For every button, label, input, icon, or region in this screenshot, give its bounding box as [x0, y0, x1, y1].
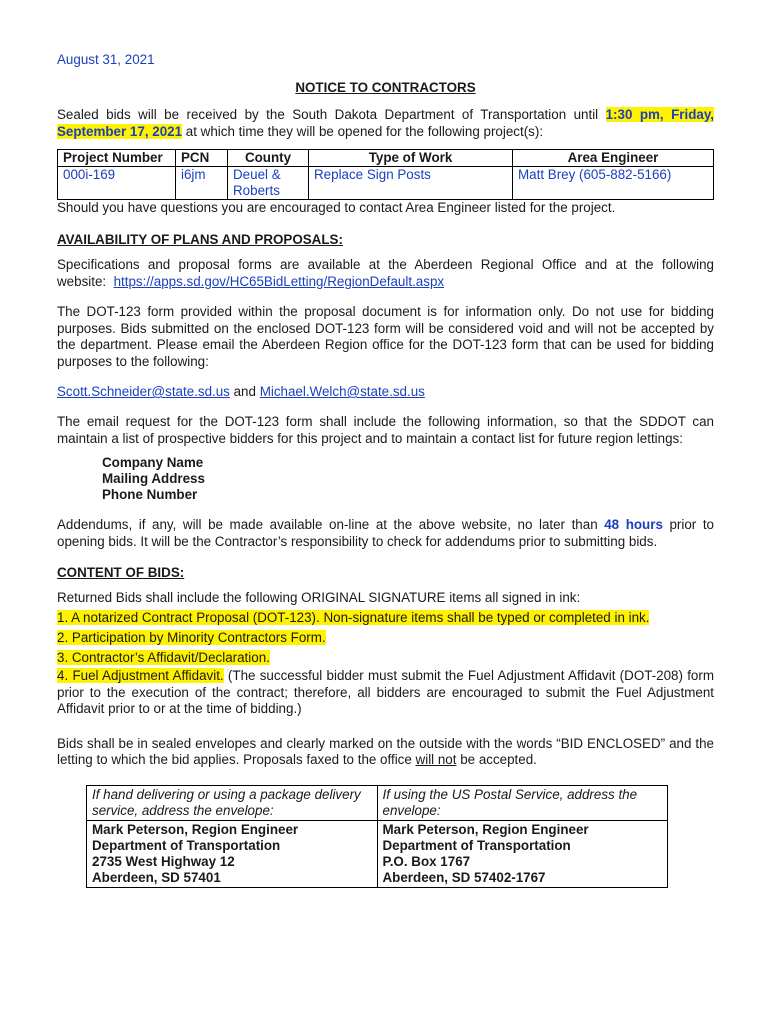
email-and: and [229, 384, 260, 399]
col-project-number: Project Number [58, 150, 176, 167]
hand-delivery-address [87, 820, 378, 887]
notice-document [57, 50, 714, 888]
address-line: Mark Peterson, Region Engineer [92, 821, 299, 837]
address-line: Department of Transportation [382, 837, 571, 853]
sealed-will-not: will not [415, 752, 457, 767]
required-info-list [102, 455, 714, 503]
address-line: Mark Peterson, Region Engineer [382, 821, 589, 837]
plans-heading: AVAILABILITY OF PLANS AND PROPOSALS: [57, 232, 343, 247]
dot123-paragraph: The DOT-123 form provided within the proposal document is for information only. Do not use for bidding purposes. Bids submitted on the enclosed DOT-123 form will be considered void and will not be accepted by the department. Please email the Aberdeen Region office for the DOT-123 form that can be used for bidding purposes to the following: [57, 304, 714, 369]
hand-delivery-note: If hand delivering or using a package delivery service, address the envelope: [87, 785, 378, 820]
bid-item-4-paragraph [57, 668, 714, 718]
addendums-text-2: prior to opening bids. It will be the Contractor’s responsibility to check for addendums prior to submitting bids. [57, 517, 715, 549]
list-item [57, 648, 714, 668]
sealed-text-1: Bids shall be in sealed envelopes and clearly marked on the outside with the words “BID ENCLOSED” and the letting to which the bid applies. Proposals faxed to the office [57, 735, 714, 767]
bid-item-1: 1. A notarized Contract Proposal (DOT-123). Non-signature items shall be typed or completed in ink. [57, 610, 650, 625]
col-pcn: PCN [176, 150, 228, 167]
content-intro: Returned Bids shall include the following ORIGINAL SIGNATURE items all signed in ink: [57, 590, 581, 605]
intro-text-2: at which time they will be opened for the following project(s): [182, 123, 544, 139]
plans-website-link[interactable]: https://apps.sd.gov/HC65BidLetting/RegionDefault.aspx [113, 273, 445, 289]
addendums-text-1: Addendums, if any, will be made available on-line at the above website, no later than [57, 517, 605, 532]
list-item [57, 628, 714, 648]
bid-item-3: 3. Contractor’s Affidavit/Declaration. [57, 650, 270, 665]
bid-deadline: 1:30 pm, Friday, September 17, 2021 [57, 107, 714, 139]
address-line: Aberdeen, SD 57402-1767 [382, 869, 546, 885]
address-table [86, 785, 668, 888]
fuel-note: (The successful bidder must submit the Fuel Adjustment Affidavit (DOT-208) form prior to the execution of the contract; therefore, all bidders are encouraged to submit the Fuel Adjustment Affidavit prior to or at the time of bidding.) [57, 668, 714, 716]
cell-pcn: i6jm [176, 167, 228, 200]
list-item: Company Name [102, 455, 204, 470]
list-item: Mailing Address [102, 471, 205, 486]
sealed-paragraph [57, 736, 714, 769]
bid-item-4: 4. Fuel Adjustment Affidavit. [57, 668, 224, 683]
table-row [58, 167, 714, 200]
plans-text: Specifications and proposal forms are available at the Aberdeen Regional Office and at the following website: [57, 257, 714, 289]
bid-item-2: 2. Participation by Minority Contractors Form. [57, 630, 326, 645]
list-item [57, 608, 714, 628]
addendums-paragraph [57, 517, 714, 550]
questions-note: Should you have questions you are encouraged to contact Area Engineer listed for the project. [57, 200, 616, 215]
col-type-of-work: Type of Work [309, 150, 513, 167]
cell-project-number: 000i-169 [58, 167, 176, 200]
project-table [57, 149, 714, 200]
postal-address [377, 820, 668, 887]
addendums-hours: 48 hours [604, 517, 663, 532]
address-lines-row [87, 820, 668, 887]
address-line: P.O. Box 1767 [382, 853, 471, 869]
address-line: 2735 West Highway 12 [92, 853, 235, 869]
col-county: County [228, 150, 309, 167]
email-line [57, 384, 714, 400]
list-item: Phone Number [102, 487, 198, 502]
cell-county: Deuel & Roberts [228, 167, 309, 200]
plans-paragraph [57, 257, 714, 290]
email-request-paragraph: The email request for the DOT-123 form shall include the following information, so that the SDDOT can maintain a list of prospective bidders for this project and to maintain a contact list for future region lettings: [57, 414, 714, 446]
cell-type-of-work: Replace Sign Posts [309, 167, 513, 200]
project-table-header [58, 150, 714, 167]
notice-title: NOTICE TO CONTRACTORS [295, 80, 476, 95]
address-line: Department of Transportation [92, 837, 281, 853]
address-note-row [87, 785, 668, 820]
content-heading: CONTENT OF BIDS: [57, 565, 185, 580]
postal-note: If using the US Postal Service, address the envelope: [377, 785, 668, 820]
intro-text-1: Sealed bids will be received by the South Dakota Department of Transportation until [57, 107, 606, 122]
email-link-schneider[interactable]: Scott.Schneider@state.sd.us [57, 384, 230, 399]
cell-area-engineer: Matt Brey (605-882-5166) [513, 167, 714, 200]
sealed-text-2: be accepted. [456, 752, 537, 767]
notice-date: August 31, 2021 [57, 52, 155, 67]
address-line: Aberdeen, SD 57401 [92, 869, 221, 885]
col-area-engineer: Area Engineer [513, 150, 714, 167]
email-link-welch[interactable]: Michael.Welch@state.sd.us [259, 384, 425, 399]
intro-paragraph [57, 107, 714, 140]
